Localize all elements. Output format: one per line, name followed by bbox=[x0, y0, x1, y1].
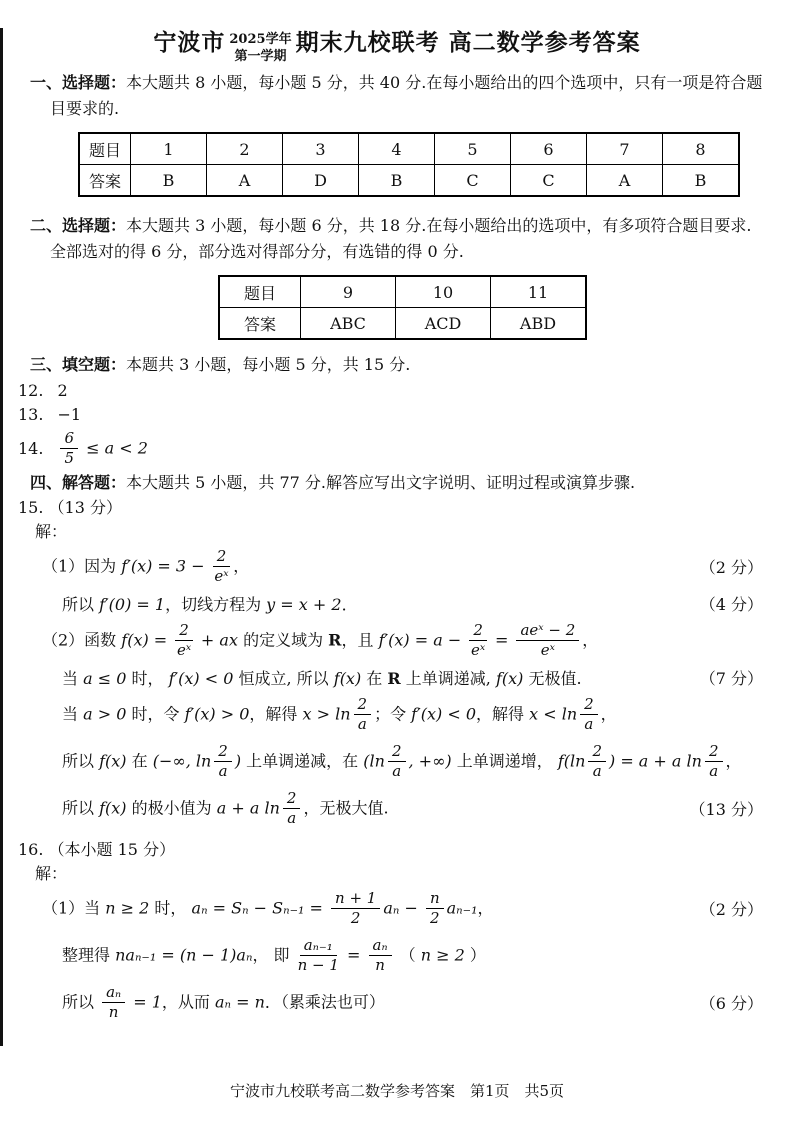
score-mark: （4 分） bbox=[699, 595, 763, 615]
solution-text bbox=[62, 666, 582, 689]
fraction-numerator: 6 bbox=[60, 430, 78, 449]
table-cell: 1 bbox=[131, 133, 207, 165]
text-segment: 所以 bbox=[62, 798, 100, 818]
table-cell: 答案 bbox=[219, 308, 301, 340]
fraction bbox=[175, 622, 193, 660]
solution-text bbox=[42, 548, 249, 586]
table-cell: 9 bbox=[301, 276, 396, 308]
fraction-denominator: eˣ bbox=[214, 567, 229, 586]
fraction-denominator: a bbox=[709, 762, 719, 781]
question-16-solution-label: 解： bbox=[35, 864, 68, 884]
math-segment: = bbox=[341, 945, 366, 965]
title-academic-year bbox=[229, 32, 291, 66]
title-semester: 第一学期 bbox=[234, 48, 287, 64]
question-15-heading: 15. （13 分） bbox=[18, 498, 122, 518]
math-segment: f(x) bbox=[495, 669, 524, 689]
fraction-numerator: 2 bbox=[213, 548, 231, 567]
table-cell: 5 bbox=[435, 133, 511, 165]
solution-line bbox=[62, 785, 763, 832]
text-segment: 所以 bbox=[62, 595, 100, 615]
solution-line bbox=[62, 691, 763, 738]
solution-text bbox=[62, 937, 486, 975]
math-segment: ≤ a < 2 bbox=[81, 437, 148, 457]
fraction bbox=[426, 890, 444, 928]
table-cell: ABC bbox=[301, 308, 396, 340]
text-segment: 当 bbox=[62, 669, 84, 689]
text-segment: ，解得 bbox=[249, 704, 303, 724]
section-1-text: 本大题共 8 小题，每小题 5 分，共 40 分.在每小题给出的四个选项中，只有一项是符合题目要求的. bbox=[50, 73, 763, 119]
title-suffix: 期末九校联考 高二数学参考答案 bbox=[295, 29, 641, 56]
text-segment: ， bbox=[725, 751, 742, 771]
table-cell: 3 bbox=[283, 133, 359, 165]
math-segment: ) bbox=[234, 751, 242, 771]
table-cell: D bbox=[283, 165, 359, 197]
table-cell: 答案 bbox=[79, 165, 131, 197]
section-3-text: 本题共 3 小题，每小题 5 分，共 15 分. bbox=[126, 355, 411, 375]
math-segment: y = x + 2 bbox=[266, 595, 342, 615]
math-segment: aₙ = n bbox=[214, 992, 265, 1012]
text-segment: 上单调递减, bbox=[400, 669, 496, 689]
fraction bbox=[283, 790, 301, 828]
answer-table-q9-11 bbox=[218, 275, 587, 340]
scan-edge-artifact bbox=[0, 28, 3, 1046]
fraction-numerator: 2 bbox=[588, 743, 606, 762]
math-segment: f(x) bbox=[99, 798, 127, 818]
table-cell: C bbox=[511, 165, 587, 197]
table-cell: 6 bbox=[511, 133, 587, 165]
math-segment: naₙ₋₁ = (n − 1)aₙ bbox=[115, 945, 253, 965]
solution-text bbox=[62, 592, 358, 615]
section-1-label: 一、选择题： bbox=[30, 73, 127, 93]
section-2-label: 二、选择题： bbox=[30, 216, 127, 236]
table-cell: ABD bbox=[491, 308, 587, 340]
fraction bbox=[580, 696, 598, 734]
score-mark: （7 分） bbox=[699, 669, 763, 689]
fill-in-answer-14 bbox=[18, 426, 794, 470]
fraction-numerator: aeˣ − 2 bbox=[516, 622, 579, 641]
text-segment: 时， bbox=[149, 898, 192, 918]
fraction bbox=[516, 622, 579, 660]
solution-line bbox=[62, 932, 763, 979]
text-segment: 在 bbox=[361, 669, 388, 689]
fraction bbox=[60, 430, 78, 468]
fraction-denominator: a bbox=[287, 809, 297, 828]
solution-text bbox=[62, 790, 389, 828]
math-segment: (−∞, ln bbox=[152, 751, 212, 771]
math-segment: ) = a + a ln bbox=[608, 751, 702, 771]
solution-line bbox=[42, 617, 763, 664]
title-prefix: 宁波市 bbox=[153, 29, 226, 56]
table-row bbox=[79, 133, 739, 165]
fraction bbox=[469, 622, 487, 660]
math-segment: a > 0 bbox=[83, 704, 127, 724]
solution-line bbox=[62, 979, 763, 1026]
text-segment: ，切线方程为 bbox=[165, 595, 267, 615]
text-segment: 时， bbox=[126, 669, 169, 689]
fraction-numerator: 2 bbox=[175, 622, 193, 641]
fraction-denominator: a bbox=[357, 715, 367, 734]
text-segment: ． bbox=[341, 595, 358, 615]
math-segment: = bbox=[489, 630, 514, 650]
math-segment: f′(x) > 0 bbox=[184, 704, 250, 724]
solution-line bbox=[62, 590, 763, 617]
fraction-numerator: 2 bbox=[214, 743, 232, 762]
table-cell: 2 bbox=[207, 133, 283, 165]
table-cell: 4 bbox=[359, 133, 435, 165]
table-cell: B bbox=[663, 165, 740, 197]
math-segment: x > ln bbox=[302, 704, 351, 724]
fraction-denominator: a bbox=[592, 762, 602, 781]
item-number: 13. bbox=[18, 404, 44, 424]
text-segment: 当 bbox=[62, 704, 84, 724]
score-mark: （6 分） bbox=[699, 994, 763, 1014]
fraction-denominator: 2 bbox=[350, 909, 361, 928]
table-cell: 题目 bbox=[79, 133, 131, 165]
item-answer: −1 bbox=[57, 404, 82, 424]
fraction bbox=[213, 548, 231, 586]
table-cell: A bbox=[207, 165, 283, 197]
fraction-denominator: a bbox=[584, 715, 594, 734]
table-cell: 题目 bbox=[219, 276, 301, 308]
item-answer bbox=[57, 430, 147, 468]
question-15-solution-label: 解： bbox=[35, 522, 68, 542]
text-segment: 上单调递减，在 bbox=[241, 751, 364, 771]
fraction-denominator: a bbox=[392, 762, 402, 781]
fraction bbox=[354, 696, 372, 734]
table-cell: 7 bbox=[587, 133, 663, 165]
text-segment: ， bbox=[582, 630, 599, 650]
fraction-denominator: a bbox=[218, 762, 228, 781]
text-segment: ） bbox=[464, 945, 486, 965]
math-segment: f′(x) < 0 bbox=[411, 704, 476, 724]
text-segment: ，从而 bbox=[161, 992, 215, 1012]
solution-text bbox=[42, 622, 598, 660]
math-segment: f′(x) = a − bbox=[378, 630, 467, 650]
fraction-numerator: 2 bbox=[580, 696, 598, 715]
fraction bbox=[214, 743, 232, 781]
fraction bbox=[388, 743, 406, 781]
fraction-numerator: 2 bbox=[469, 622, 487, 641]
solution-line bbox=[62, 664, 763, 691]
fraction-numerator: 2 bbox=[283, 790, 301, 809]
section-2-text: 本大题共 3 小题，每小题 6 分，共 18 分.在每小题给出的选项中，有多项符合题目要求.全部选对的得 6 分，部分选对得部分分，有选错的得 0 分. bbox=[50, 216, 752, 262]
fraction-denominator: eˣ bbox=[176, 641, 192, 660]
score-mark: （13 分） bbox=[689, 800, 763, 820]
math-segment: aₙ₋₁ bbox=[446, 898, 478, 918]
text-segment: 所以 bbox=[62, 751, 100, 771]
text-segment: 的极小值为 bbox=[126, 798, 217, 818]
math-segment: n ≥ 2 bbox=[105, 898, 150, 918]
fraction bbox=[369, 937, 392, 975]
solution-line bbox=[42, 543, 763, 590]
text-segment: 整理得 bbox=[62, 945, 116, 965]
text-segment: 所以 bbox=[62, 992, 100, 1012]
table-cell: ACD bbox=[396, 308, 491, 340]
section-1-heading bbox=[30, 70, 764, 122]
fraction-numerator: 2 bbox=[388, 743, 406, 762]
text-segment: ， bbox=[233, 556, 250, 576]
solution-line bbox=[42, 885, 763, 932]
fraction-numerator: aₙ bbox=[369, 937, 392, 956]
solution-text bbox=[42, 890, 494, 928]
math-segment: a + a ln bbox=[216, 798, 280, 818]
math-segment: f′(x) < 0 bbox=[168, 669, 234, 689]
fraction bbox=[705, 743, 723, 781]
math-segment: f′(x) = 3 − bbox=[121, 556, 210, 576]
fraction-denominator: 2 bbox=[430, 909, 440, 928]
question-16-heading: 16. （本小题 15 分） bbox=[18, 840, 176, 860]
math-segment: R bbox=[387, 669, 401, 689]
math-segment: f(x) bbox=[99, 751, 127, 771]
math-segment: f(ln bbox=[557, 751, 586, 771]
section-4-label: 四、解答题： bbox=[30, 473, 127, 493]
text-segment: 恒成立, 所以 bbox=[233, 669, 334, 689]
math-segment: = 1 bbox=[128, 992, 162, 1012]
item-number: 14. bbox=[18, 438, 44, 458]
fraction-numerator: aₙ bbox=[102, 984, 125, 1003]
section-4-heading bbox=[30, 470, 764, 496]
page-footer: 宁波市九校联考高二数学参考答案 第1页 共5页 bbox=[229, 1082, 565, 1100]
text-segment: 上单调递增， bbox=[451, 751, 558, 771]
text-segment: ；令 bbox=[374, 704, 412, 724]
section-4-text: 本大题共 5 小题，共 77 分.解答应写出文字说明、证明过程或演算步骤. bbox=[126, 473, 636, 493]
text-segment: 的定义域为 bbox=[237, 630, 329, 650]
math-segment: + ax bbox=[195, 630, 238, 650]
section-3-heading bbox=[30, 352, 764, 378]
fraction-numerator: n bbox=[426, 890, 444, 909]
score-mark: （2 分） bbox=[699, 900, 763, 920]
math-segment: a ≤ 0 bbox=[83, 669, 127, 689]
table-cell: B bbox=[359, 165, 435, 197]
fraction-numerator: 2 bbox=[354, 696, 372, 715]
fraction-denominator: 5 bbox=[64, 448, 74, 467]
text-segment: （1）当 bbox=[42, 898, 106, 918]
fraction-numerator: n + 1 bbox=[331, 890, 380, 909]
text-segment: 无极值. bbox=[523, 669, 582, 689]
fraction bbox=[298, 937, 339, 975]
text-segment: ，解得 bbox=[476, 704, 530, 724]
fraction-denominator: eˣ bbox=[471, 641, 486, 660]
page-title bbox=[0, 0, 794, 62]
math-segment: aₙ = Sₙ − Sₙ₋₁ = bbox=[191, 898, 329, 918]
table-cell: B bbox=[131, 165, 207, 197]
text-segment: ， 即 bbox=[252, 945, 295, 965]
math-segment: f′(0) = 1 bbox=[99, 595, 166, 615]
fraction bbox=[331, 890, 380, 928]
fraction-numerator: 2 bbox=[705, 743, 723, 762]
table-row bbox=[219, 308, 586, 340]
item-answer: 2 bbox=[57, 380, 68, 400]
item-number: 12. bbox=[18, 380, 44, 400]
table-cell: 8 bbox=[663, 133, 740, 165]
section-3-label: 三、填空题： bbox=[30, 355, 127, 375]
fraction-numerator: aₙ₋₁ bbox=[300, 937, 337, 956]
math-segment: , +∞) bbox=[408, 751, 452, 771]
text-segment: 在 bbox=[126, 751, 153, 771]
text-segment: ，无极大值. bbox=[303, 798, 389, 818]
text-segment: （1）因为 bbox=[42, 556, 122, 576]
math-segment: aₙ − bbox=[383, 898, 423, 918]
math-segment: (ln bbox=[363, 751, 385, 771]
text-segment: ， bbox=[600, 704, 617, 724]
table-cell: 11 bbox=[491, 276, 587, 308]
solution-line bbox=[62, 738, 763, 785]
math-segment: R bbox=[328, 630, 342, 650]
fraction bbox=[588, 743, 606, 781]
table-cell: 10 bbox=[396, 276, 491, 308]
math-segment: x < ln bbox=[529, 704, 578, 724]
text-segment: ，且 bbox=[341, 630, 379, 650]
fraction-denominator: n bbox=[375, 956, 385, 975]
title-year: 2025学年 bbox=[229, 31, 292, 47]
table-row bbox=[219, 276, 586, 308]
solution-text bbox=[62, 743, 742, 781]
text-segment: 时，令 bbox=[126, 704, 185, 724]
table-cell: A bbox=[587, 165, 663, 197]
table-row bbox=[79, 165, 739, 197]
fraction-denominator: n − 1 bbox=[297, 956, 339, 975]
solution-text bbox=[62, 984, 385, 1022]
score-mark: （2 分） bbox=[699, 558, 763, 578]
solution-text bbox=[62, 696, 617, 734]
text-segment: （2）函数 bbox=[42, 630, 122, 650]
math-segment: f(x) bbox=[333, 669, 362, 689]
math-segment: f(x) = bbox=[121, 630, 173, 650]
math-segment: n ≥ 2 bbox=[420, 945, 465, 965]
table-cell: C bbox=[435, 165, 511, 197]
text-segment: ， bbox=[477, 898, 494, 918]
fill-in-answer-13 bbox=[18, 402, 794, 426]
text-segment: （ bbox=[394, 945, 421, 965]
text-segment: ．（累乘法也可） bbox=[264, 992, 385, 1012]
fraction-denominator: n bbox=[108, 1003, 119, 1022]
fill-in-answer-12 bbox=[18, 378, 794, 402]
fraction-denominator: eˣ bbox=[540, 641, 555, 660]
fraction bbox=[102, 984, 125, 1022]
answer-table-q1-8 bbox=[78, 132, 740, 197]
section-2-heading bbox=[30, 213, 764, 265]
